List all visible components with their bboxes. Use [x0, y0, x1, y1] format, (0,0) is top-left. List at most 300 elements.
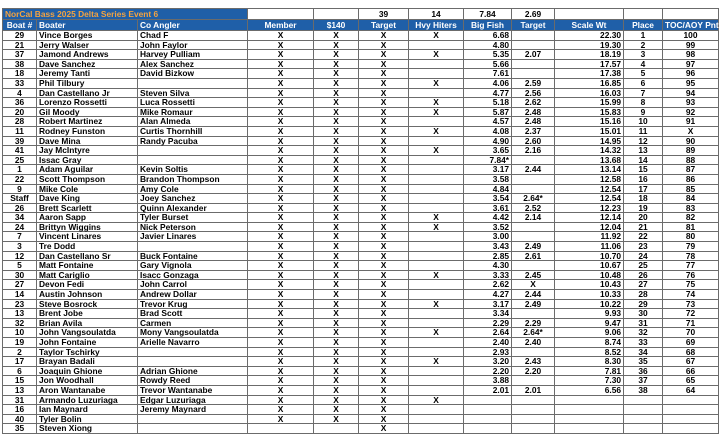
table-cell: 16: [3, 405, 37, 415]
table-cell: Steven Silva: [138, 88, 248, 98]
table-cell: X: [359, 385, 409, 395]
table-cell: 79: [663, 242, 719, 252]
table-cell: 2.56: [512, 88, 555, 98]
table-cell: X: [314, 347, 359, 357]
table-cell: 34: [624, 347, 663, 357]
table-row: [3, 395, 719, 405]
table-cell: 18: [3, 69, 37, 79]
results-table: [2, 8, 723, 434]
table-cell: 90: [663, 136, 719, 146]
table-cell: 3.20: [464, 357, 512, 367]
table-cell: [624, 395, 663, 405]
table-cell: X: [248, 59, 314, 69]
table-cell: 94: [663, 88, 719, 98]
table-cell: Phil Tilbury: [37, 78, 138, 88]
table-cell: X: [248, 395, 314, 405]
table-cell: Matt Cariglio: [37, 270, 138, 280]
table-cell: [512, 414, 555, 424]
table-cell: 72: [663, 309, 719, 319]
table-cell: X: [314, 194, 359, 204]
table-cell: [512, 59, 555, 69]
table-cell: 13: [3, 385, 37, 395]
table-cell: X: [409, 270, 464, 280]
table-cell: Brad Scott: [138, 309, 248, 319]
table-cell: John Carrol: [138, 280, 248, 290]
table-cell: [138, 242, 248, 252]
table-cell: X: [409, 78, 464, 88]
table-cell: X: [359, 395, 409, 405]
table-cell: 4.57: [464, 117, 512, 127]
table-cell: 2.40: [464, 338, 512, 348]
table-row: [3, 165, 719, 175]
table-cell: 3.61: [464, 203, 512, 213]
table-cell: 2.20: [512, 366, 555, 376]
table-cell: [409, 309, 464, 319]
table-cell: 32: [3, 318, 37, 328]
table-cell: Vincent Linares: [37, 232, 138, 242]
table-cell: [512, 31, 555, 41]
table-cell: 70: [663, 328, 719, 338]
table-cell: X: [359, 155, 409, 165]
table-cell: 18: [624, 194, 663, 204]
table-cell: 2.45: [512, 270, 555, 280]
table-cell: Chad F: [138, 31, 248, 41]
table-cell: X: [359, 174, 409, 184]
table-cell: X: [248, 136, 314, 146]
table-cell: X: [409, 107, 464, 117]
table-row: [3, 50, 719, 60]
table-cell: [512, 405, 555, 415]
table-cell: Tyler Bolin: [37, 414, 138, 424]
table-cell: X: [409, 357, 464, 367]
table-cell: Tyler Burset: [138, 213, 248, 223]
table-cell: X: [359, 213, 409, 223]
table-row: [3, 338, 719, 348]
table-cell: 77: [663, 261, 719, 271]
table-cell: X: [314, 136, 359, 146]
table-cell: 2.44: [512, 290, 555, 300]
table-cell: 6.56: [555, 385, 624, 395]
table-cell: X: [512, 280, 555, 290]
table-row: [3, 261, 719, 271]
table-cell: 15.16: [555, 117, 624, 127]
table-cell: X: [248, 40, 314, 50]
table-row: [3, 117, 719, 127]
table-cell: 10.67: [555, 261, 624, 271]
table-cell: X: [314, 50, 359, 60]
table-cell: David Bizkow: [138, 69, 248, 79]
table-cell: X: [314, 40, 359, 50]
table-cell: X: [314, 107, 359, 117]
table-cell: 2.49: [512, 242, 555, 252]
table-cell: [624, 414, 663, 424]
table-cell: X: [248, 270, 314, 280]
table-cell: [624, 405, 663, 415]
table-cell: Randy Pacuba: [138, 136, 248, 146]
table-cell: X: [314, 126, 359, 136]
table-cell: 2.62: [512, 98, 555, 108]
table-cell: 12.14: [555, 213, 624, 223]
table-cell: [464, 414, 512, 424]
table-cell: [663, 405, 719, 415]
table-cell: Carmen: [138, 318, 248, 328]
table-cell: Brent Jobe: [37, 309, 138, 319]
table-cell: 10.48: [555, 270, 624, 280]
table-cell: X: [359, 290, 409, 300]
table-cell: Joey Sanchez: [138, 194, 248, 204]
table-cell: John Faylor: [138, 40, 248, 50]
table-cell: X: [248, 50, 314, 60]
table-row: [3, 309, 719, 319]
table-cell: X: [314, 155, 359, 165]
table-cell: X: [359, 50, 409, 60]
summary-target-count: 39: [359, 9, 409, 20]
table-cell: Trevor Krug: [138, 299, 248, 309]
table-cell: 7.61: [464, 69, 512, 79]
table-cell: 39: [3, 136, 37, 146]
table-cell: X: [314, 328, 359, 338]
table-cell: 17.38: [555, 69, 624, 79]
table-cell: [409, 59, 464, 69]
table-cell: Jon Woodhall: [37, 376, 138, 386]
table-cell: 37: [3, 50, 37, 60]
table-cell: 6: [624, 78, 663, 88]
table-cell: X: [359, 126, 409, 136]
table-cell: Jamond Andrews: [37, 50, 138, 60]
table-cell: X: [248, 88, 314, 98]
table-cell: 22: [624, 232, 663, 242]
table-cell: 22.30: [555, 31, 624, 41]
table-cell: X: [663, 126, 719, 136]
table-cell: 100: [663, 31, 719, 41]
col-header: TOC/AOY Pnts: [663, 20, 719, 31]
col-header: Co Angler: [138, 20, 248, 31]
table-cell: 11.92: [555, 232, 624, 242]
table-cell: [409, 194, 464, 204]
table-cell: 95: [663, 78, 719, 88]
table-cell: [138, 414, 248, 424]
table-cell: 19: [624, 203, 663, 213]
table-cell: 66: [663, 366, 719, 376]
table-cell: 7.81: [555, 366, 624, 376]
table-cell: 78: [663, 251, 719, 261]
table-cell: Jerry Walser: [37, 40, 138, 50]
table-cell: 7: [3, 232, 37, 242]
table-cell: 9: [3, 184, 37, 194]
table-cell: X: [409, 213, 464, 223]
table-cell: 91: [663, 117, 719, 127]
table-cell: [409, 251, 464, 261]
table-cell: X: [409, 50, 464, 60]
table-cell: Dave King: [37, 194, 138, 204]
table-cell: [512, 309, 555, 319]
table-cell: 33: [3, 78, 37, 88]
table-cell: 2.62: [464, 280, 512, 290]
table-cell: 9.93: [555, 309, 624, 319]
table-cell: X: [359, 59, 409, 69]
table-cell: 2.93: [464, 347, 512, 357]
table-cell: Brittyn Wiggins: [37, 222, 138, 232]
table-cell: [409, 424, 464, 434]
table-row: [3, 126, 719, 136]
table-cell: 4.08: [464, 126, 512, 136]
table-cell: [624, 424, 663, 434]
table-cell: 9.47: [555, 318, 624, 328]
table-cell: X: [314, 184, 359, 194]
table-cell: 36: [3, 98, 37, 108]
table-cell: X: [314, 414, 359, 424]
table-cell: 19.30: [555, 40, 624, 50]
table-cell: Harvey Pulliam: [138, 50, 248, 60]
table-cell: John Fontaine: [37, 338, 138, 348]
table-cell: X: [248, 232, 314, 242]
table-cell: X: [359, 309, 409, 319]
table-cell: [138, 347, 248, 357]
table-cell: 83: [663, 203, 719, 213]
table-cell: X: [314, 232, 359, 242]
table-cell: Issac Gray: [37, 155, 138, 165]
table-cell: [138, 78, 248, 88]
table-cell: X: [359, 414, 409, 424]
table-cell: 33: [624, 338, 663, 348]
table-cell: X: [314, 338, 359, 348]
table-cell: Javier Linares: [138, 232, 248, 242]
table-cell: X: [359, 117, 409, 127]
col-header: Target: [512, 20, 555, 31]
table-cell: 38: [624, 385, 663, 395]
table-cell: 3.88: [464, 376, 512, 386]
table-cell: 92: [663, 107, 719, 117]
table-cell: 15.83: [555, 107, 624, 117]
table-cell: Scott Thompson: [37, 174, 138, 184]
table-cell: 84: [663, 194, 719, 204]
table-cell: Tre Dodd: [37, 242, 138, 252]
table-cell: [248, 424, 314, 434]
table-cell: 20: [624, 213, 663, 223]
table-cell: X: [314, 290, 359, 300]
col-header: $140: [314, 20, 359, 31]
table-cell: 99: [663, 40, 719, 50]
table-cell: 23: [624, 242, 663, 252]
table-cell: Curtis Thornhill: [138, 126, 248, 136]
table-cell: 2.14: [512, 213, 555, 223]
table-cell: 5.87: [464, 107, 512, 117]
table-cell: [314, 424, 359, 434]
table-row: [3, 194, 719, 204]
table-cell: 2.44: [512, 165, 555, 175]
table-cell: 4: [3, 88, 37, 98]
table-cell: X: [248, 222, 314, 232]
table-cell: Alex Sanchez: [138, 59, 248, 69]
table-cell: X: [314, 318, 359, 328]
table-cell: X: [248, 376, 314, 386]
table-cell: 65: [663, 376, 719, 386]
table-cell: X: [314, 270, 359, 280]
table-cell: [663, 424, 719, 434]
table-cell: [409, 414, 464, 424]
table-cell: 3.58: [464, 174, 512, 184]
table-cell: X: [359, 232, 409, 242]
table-cell: 7.84*: [464, 155, 512, 165]
table-cell: X: [248, 347, 314, 357]
table-cell: 93: [663, 98, 719, 108]
table-cell: 15: [3, 376, 37, 386]
table-cell: Buck Fontaine: [138, 251, 248, 261]
table-cell: 73: [663, 299, 719, 309]
table-cell: [138, 146, 248, 156]
table-cell: Rodney Funston: [37, 126, 138, 136]
table-cell: Vince Borges: [37, 31, 138, 41]
table-cell: 4.42: [464, 213, 512, 223]
table-cell: X: [248, 251, 314, 261]
table-cell: 2.60: [512, 136, 555, 146]
table-cell: Rowdy Reed: [138, 376, 248, 386]
table-cell: X: [248, 261, 314, 271]
table-cell: 2.29: [512, 318, 555, 328]
table-cell: 2.52: [512, 203, 555, 213]
table-cell: 35: [3, 424, 37, 434]
table-cell: 2.01: [464, 385, 512, 395]
table-cell: 19: [3, 338, 37, 348]
table-cell: X: [248, 203, 314, 213]
table-cell: X: [248, 414, 314, 424]
table-cell: X: [248, 174, 314, 184]
table-cell: X: [359, 98, 409, 108]
table-cell: Jay McIntyre: [37, 146, 138, 156]
table-cell: Andrew Dollar: [138, 290, 248, 300]
table-cell: 2.85: [464, 251, 512, 261]
table-cell: X: [314, 280, 359, 290]
table-cell: X: [248, 290, 314, 300]
table-cell: 3.33: [464, 270, 512, 280]
table-cell: Robert Martinez: [37, 117, 138, 127]
table-cell: X: [359, 107, 409, 117]
summary-hvy-hitters: 14: [409, 9, 464, 20]
table-row: [3, 405, 719, 415]
table-cell: X: [314, 376, 359, 386]
table-cell: [409, 117, 464, 127]
table-cell: 8.74: [555, 338, 624, 348]
table-cell: 27: [3, 280, 37, 290]
table-cell: [663, 414, 719, 424]
table-cell: 30: [3, 270, 37, 280]
col-header: Boat #: [3, 20, 37, 31]
table-cell: 13.68: [555, 155, 624, 165]
table-cell: 8: [624, 98, 663, 108]
table-cell: 13: [3, 309, 37, 319]
sheet-title: NorCal Bass 2025 Delta Series Event 6: [3, 9, 248, 20]
table-cell: 2.64*: [512, 328, 555, 338]
table-cell: 13.14: [555, 165, 624, 175]
table-cell: 69: [663, 338, 719, 348]
table-cell: Gary Vignola: [138, 261, 248, 271]
table-cell: 12.54: [555, 194, 624, 204]
table-cell: 5: [624, 69, 663, 79]
table-cell: X: [409, 395, 464, 405]
table-cell: 17.57: [555, 59, 624, 69]
table-cell: 2.40: [512, 338, 555, 348]
table-cell: X: [359, 338, 409, 348]
table-cell: [663, 395, 719, 405]
col-header: Place: [624, 20, 663, 31]
table-cell: X: [314, 59, 359, 69]
table-cell: Nick Peterson: [138, 222, 248, 232]
table-cell: 12.23: [555, 203, 624, 213]
table-row: [3, 290, 719, 300]
table-cell: 2.49: [512, 299, 555, 309]
table-cell: 17: [624, 184, 663, 194]
table-cell: [464, 395, 512, 405]
table-cell: Dan Castellano Jr: [37, 88, 138, 98]
table-cell: 4.77: [464, 88, 512, 98]
table-row: [3, 385, 719, 395]
table-cell: 28: [3, 117, 37, 127]
table-cell: 75: [663, 280, 719, 290]
table-cell: 97: [663, 59, 719, 69]
table-cell: 1: [624, 31, 663, 41]
table-cell: X: [359, 40, 409, 50]
table-cell: 3.17: [464, 165, 512, 175]
table-cell: 5.35: [464, 50, 512, 60]
table-cell: 22: [3, 174, 37, 184]
table-cell: 87: [663, 165, 719, 175]
table-cell: 9: [624, 107, 663, 117]
table-cell: 16.03: [555, 88, 624, 98]
table-cell: 36: [624, 366, 663, 376]
table-cell: 12: [3, 251, 37, 261]
table-cell: 96: [663, 69, 719, 79]
table-cell: 7: [624, 88, 663, 98]
table-cell: X: [359, 184, 409, 194]
table-row: [3, 414, 719, 424]
table-cell: 2.43: [512, 357, 555, 367]
table-cell: X: [314, 203, 359, 213]
table-cell: X: [248, 357, 314, 367]
table-cell: 35: [624, 357, 663, 367]
table-cell: 13: [624, 146, 663, 156]
table-cell: 4.84: [464, 184, 512, 194]
table-cell: X: [359, 261, 409, 271]
table-cell: 6.68: [464, 31, 512, 41]
table-cell: 4: [624, 59, 663, 69]
table-cell: 21: [3, 40, 37, 50]
table-cell: 10.43: [555, 280, 624, 290]
table-cell: 14.32: [555, 146, 624, 156]
table-cell: 25: [3, 155, 37, 165]
table-row: [3, 31, 719, 41]
table-cell: Aron Wantanabe: [37, 385, 138, 395]
table-cell: 31: [3, 395, 37, 405]
table-cell: X: [314, 98, 359, 108]
table-cell: [409, 366, 464, 376]
table-cell: [409, 290, 464, 300]
table-cell: [464, 405, 512, 415]
table-cell: X: [359, 376, 409, 386]
table-cell: X: [314, 213, 359, 223]
table-cell: X: [248, 78, 314, 88]
table-cell: 26: [3, 203, 37, 213]
table-cell: 2.64*: [512, 194, 555, 204]
table-cell: 3.52: [464, 222, 512, 232]
table-cell: [555, 405, 624, 415]
summary-row: [3, 9, 719, 20]
table-cell: Adrian Ghione: [138, 366, 248, 376]
table-cell: [555, 424, 624, 434]
table-cell: X: [248, 309, 314, 319]
table-cell: Gil Moody: [37, 107, 138, 117]
table-cell: Taylor Tschirky: [37, 347, 138, 357]
table-cell: 7.30: [555, 376, 624, 386]
